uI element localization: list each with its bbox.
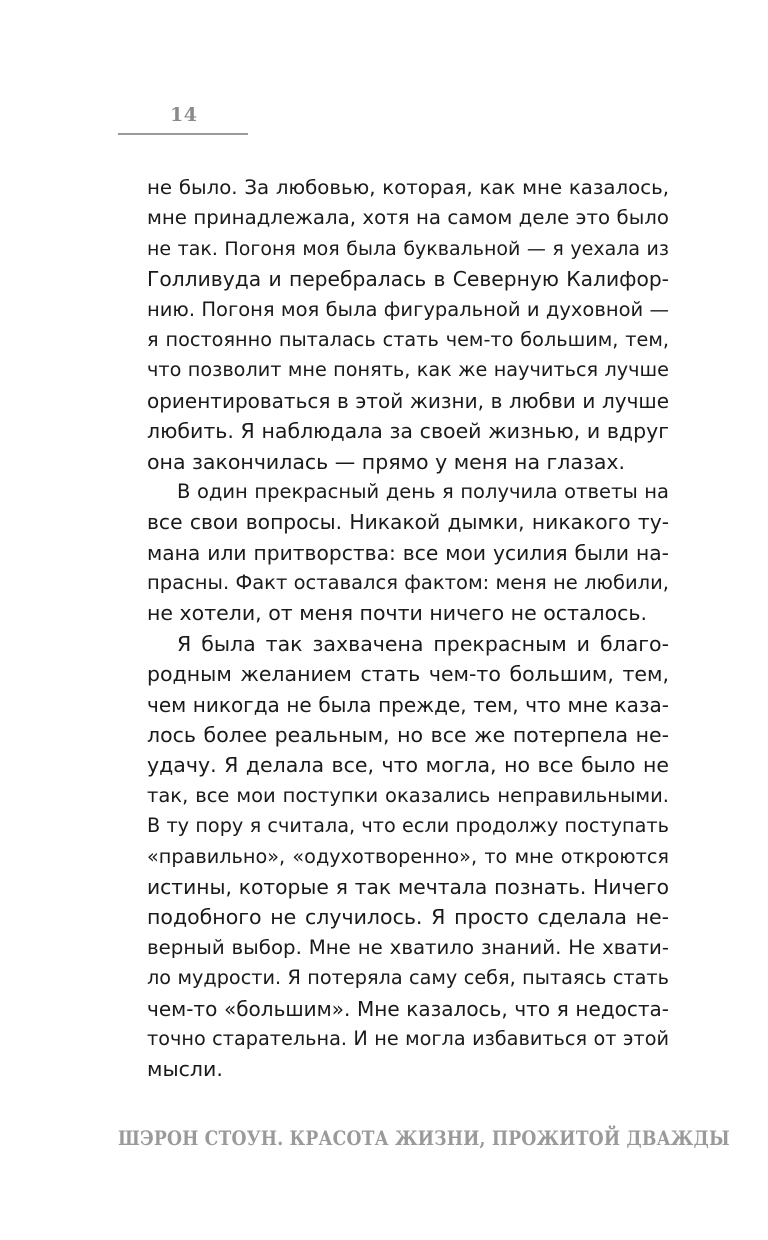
text-line: так, все мои поступки оказались неправильными. (147, 783, 669, 807)
text-line: В ту пору я считала, что если продолжу поступать (147, 814, 669, 838)
text-line: не так. Погоня моя была буквальной — я уехала из (147, 237, 669, 260)
text-line: точно старательна. И не могла избавиться от этой (147, 1026, 669, 1050)
text-line: чем-то «большим». Мне казалось, что я недоста- (147, 996, 669, 1021)
text-line: она закончилась — прямо у меня на глазах. (147, 449, 626, 474)
text-line: ориентироваться в этой жизни, в любви и лучше (147, 388, 669, 413)
text-line: родным желанием стать чем-то большим, тем, (147, 662, 669, 687)
header-rule (118, 133, 248, 135)
text-line: Я была так захвачена прекрасным и благо- (177, 631, 669, 656)
text-line: что позволит мне понять, как же научиться лучше (147, 358, 669, 382)
text-line: все свои вопросы. Никакой дымки, никакого ту- (147, 510, 669, 535)
text-line: «правильно», «одухотворенно», то мне откроются (147, 844, 669, 868)
text-line: чем никогда не была прежде, тем, что мне каза- (147, 692, 669, 717)
text-line: я постоянно пыталась стать чем-то большим, тем, (147, 327, 669, 351)
text-line: мысли. (147, 1057, 223, 1082)
running-footer-title: ШЭРОН СТОУН. КРАСОТА ЖИЗНИ, ПРОЖИТОЙ ДВАЖДЫ (118, 1126, 730, 1150)
text-line: лось более реальным, но все же потерпела не- (147, 723, 669, 748)
text-line: не было. За любовью, которая, как мне казалось, (147, 176, 669, 199)
text-line: любить. Я наблюдала за своей жизнью, и вдруг (147, 419, 669, 444)
text-line: верный выбор. Мне не хватило знаний. Не хвати- (147, 935, 669, 959)
text-line: не хотели, от меня почти ничего не осталось. (147, 601, 648, 626)
text-line: мана или притворства: все мои усилия были на- (147, 540, 669, 565)
text-line: прасны. Факт оставался фактом: меня не любили, (147, 571, 669, 595)
text-line: нию. Погоня моя была фигуральной и духовной — (147, 297, 669, 321)
text-line: подобного не случилось. Я просто сделала не- (147, 905, 669, 930)
text-line: истины, которые я так мечтала познать. Ничего (147, 874, 669, 899)
text-line: мне принадлежала, хотя на самом деле это было (147, 206, 669, 230)
text-line: удачу. Я делала все, что могла, но все было не (147, 753, 669, 778)
text-line: В один прекрасный день я получила ответы на (177, 479, 669, 503)
text-line: ло мудрости. Я потеряла саму себя, пытаясь стать (147, 966, 669, 990)
body-text (147, 173, 669, 1085)
text-line: Голливуда и перебралась в Северную Калифор- (147, 267, 669, 292)
page-number: 14 (170, 104, 198, 126)
